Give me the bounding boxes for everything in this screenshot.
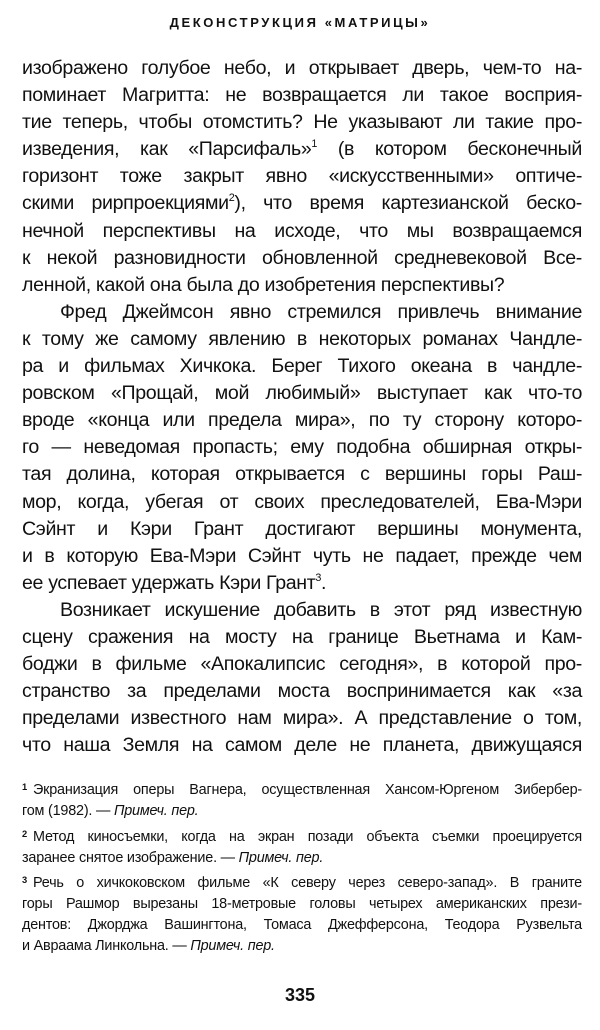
footnote-line bbox=[22, 870, 582, 894]
text-line: вроде «конца или предела мира», по ту сторону которо- bbox=[22, 409, 582, 432]
footnote-line bbox=[22, 777, 582, 801]
footnote-ref-1[interactable]: 1 bbox=[311, 138, 318, 151]
text-line: боджи в фильме «Апокалипсис сегодня», в которой про- bbox=[22, 653, 582, 676]
text-segment: . bbox=[321, 571, 327, 594]
text-line: изображено голубое небо, и открывает дверь, чем-то на- bbox=[22, 57, 582, 79]
text-segment: Речь о хичкоковском фильме «К северу через северо-запад». В граните bbox=[33, 875, 582, 892]
footnote-mark: 3 bbox=[22, 875, 27, 886]
paragraph-2 bbox=[22, 299, 582, 597]
text-line: поминает Магритта: не возвращается ли такое восприя- bbox=[22, 84, 582, 107]
footnote-line bbox=[22, 848, 582, 869]
text-line bbox=[22, 570, 582, 597]
text-line: пределами известного нам мира». А представление о том, bbox=[22, 707, 582, 730]
text-line: горизонт тоже закрыт явно «искусственными» оптиче- bbox=[22, 165, 582, 188]
text-segment: заранее снятое изображение. — bbox=[22, 849, 239, 866]
translator-note: Примеч. пер. bbox=[114, 802, 199, 819]
text-line: нечной перспективы на исходе, что мы возвращаемся bbox=[22, 219, 582, 242]
text-segment: и Авраама Линкольна. — bbox=[22, 937, 191, 954]
paragraph-3 bbox=[22, 597, 582, 760]
page-number: 335 bbox=[284, 985, 316, 1005]
text-segment: изведения, как «Парсифаль» bbox=[22, 138, 312, 161]
text-segment: скими рирпроекциями bbox=[22, 192, 229, 215]
text-line: ра и фильмах Хичкока. Берег Тихого океана в чандле- bbox=[22, 355, 582, 378]
text-segment: гом (1982). — bbox=[22, 802, 115, 819]
text-line: Возникает искушение добавить в этот ряд известную bbox=[60, 598, 582, 621]
footnote-mark: 2 bbox=[22, 828, 27, 839]
footnote-ref-2[interactable]: 2 bbox=[228, 192, 235, 205]
text-segment: Метод киносъемки, когда на экран позади объекта съемки проецируется bbox=[33, 828, 582, 845]
footnote-3 bbox=[22, 870, 582, 956]
text-line bbox=[22, 136, 582, 163]
text-line: тие теперь, чтобы отомстить? Не указывают ли такие про- bbox=[22, 111, 582, 134]
running-head: ДЕКОНСТРУКЦИЯ «МАТРИЦЫ» bbox=[169, 15, 431, 30]
translator-note: Примеч. пер. bbox=[238, 849, 324, 866]
footnote-line bbox=[22, 801, 582, 822]
footnote-line bbox=[22, 936, 582, 957]
footnotes bbox=[22, 777, 582, 958]
text-line bbox=[22, 190, 582, 217]
footnote-line bbox=[22, 824, 582, 848]
footnote-line: горы Рашмор вырезаны 18-метровые головы четырех американских прези- bbox=[22, 896, 582, 913]
text-line: ленной, какой она была до изобретения перспективы? bbox=[22, 273, 505, 296]
text-segment: Экранизация оперы Вагнера, осуществленная Хансом-Юргеном Зибербер- bbox=[33, 782, 582, 799]
footnote-line: дентов: Джорджа Вашингтона, Томаса Джефферсона, Теодора Рузвельта bbox=[22, 916, 582, 933]
body-text bbox=[22, 55, 582, 759]
text-line: го — неведомая пропасть; ему подобна обширная откры- bbox=[22, 436, 582, 459]
text-line: сцену сражения на мосту на границе Вьетнама и Кам- bbox=[22, 625, 582, 648]
text-segment: ), что время картезианской беско- bbox=[234, 192, 582, 215]
text-line: тая долина, которая открывается с вершины горы Раш- bbox=[22, 463, 582, 486]
text-line: что наша Земля на самом деле не планета, движущаяся bbox=[22, 734, 582, 757]
text-line: ровском «Прощай, мой любимый» выступает как что-то bbox=[22, 382, 582, 405]
text-line: Фред Джеймсон явно стремился привлечь внимание bbox=[60, 300, 582, 323]
text-line: странство за пределами моста воспринимается как «за bbox=[22, 680, 582, 703]
footnote-mark: 1 bbox=[22, 782, 27, 792]
text-line: Сэйнт и Кэри Грант достигают вершины монумента, bbox=[22, 517, 582, 540]
text-line: к тому же самому явлению в некоторых романах Чандле- bbox=[22, 327, 582, 350]
text-segment: ее успевает удержать Кэри Грант bbox=[22, 571, 316, 594]
text-segment: (в котором бесконечный bbox=[317, 138, 582, 161]
text-line: мор, когда, убегая от своих преследователей, Ева-Мэри bbox=[22, 490, 582, 513]
translator-note: Примеч. пер. bbox=[190, 937, 275, 954]
text-line: и в которую Ева-Мэри Сэйнт чуть не падает, прежде чем bbox=[22, 544, 582, 567]
footnote-ref-3[interactable]: 3 bbox=[315, 571, 322, 584]
footnote-1 bbox=[22, 777, 582, 822]
paragraph-1 bbox=[22, 55, 582, 299]
footnote-2 bbox=[22, 824, 582, 869]
text-line: к некой разновидности обновленной средневековой Все- bbox=[22, 246, 582, 269]
